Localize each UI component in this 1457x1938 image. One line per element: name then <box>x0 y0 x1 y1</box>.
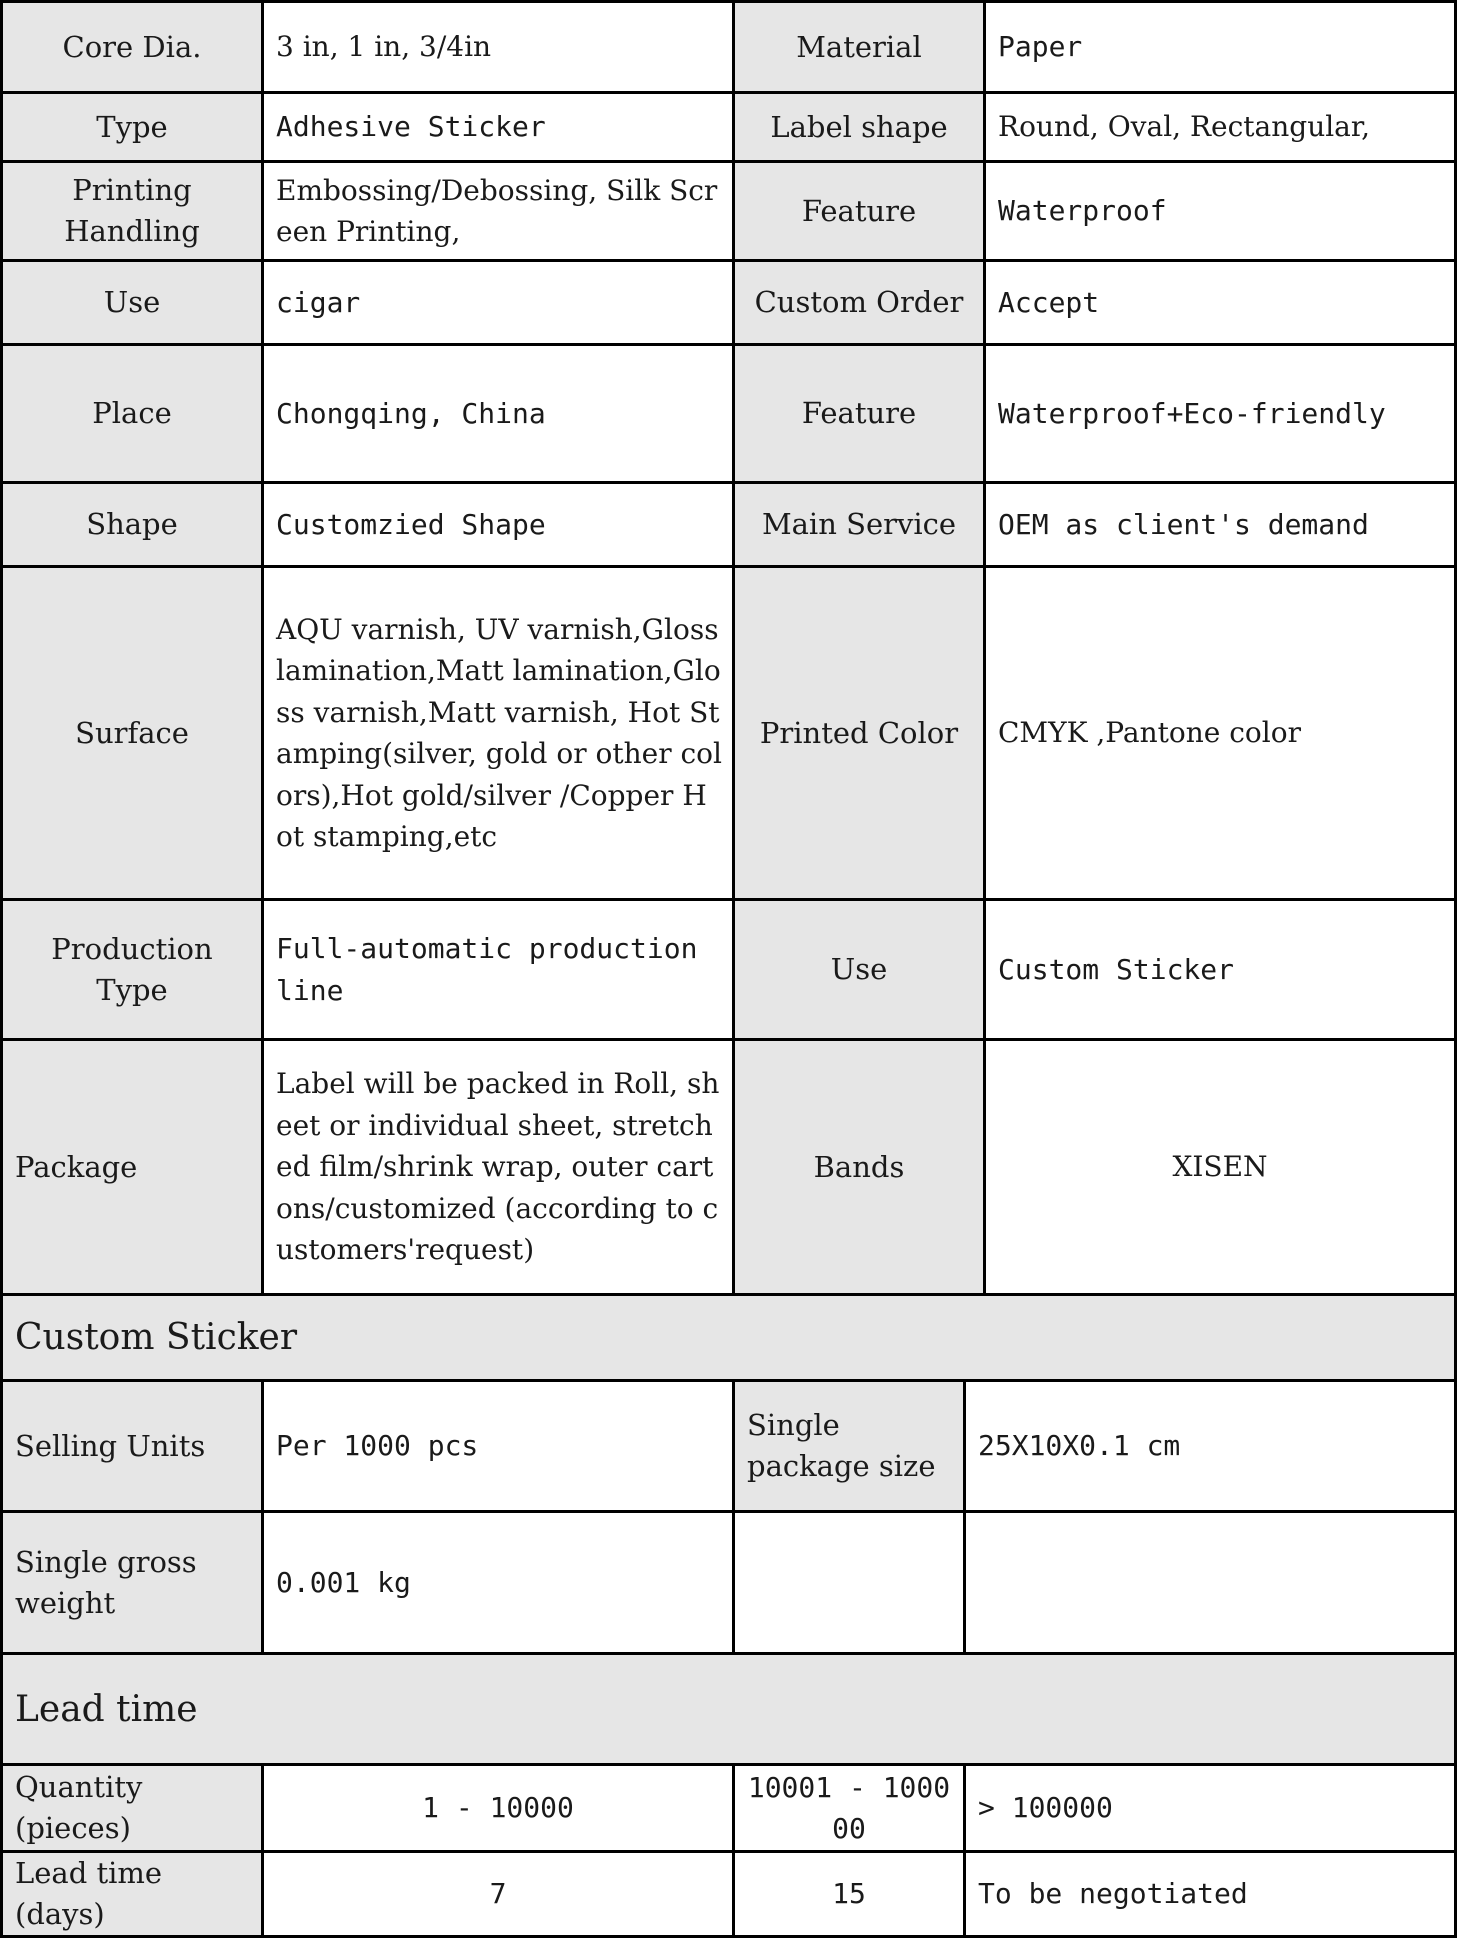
quantity-tier-3: > 100000 <box>963 1763 1457 1853</box>
selling-units-label: Selling Units <box>0 1379 264 1513</box>
spec-value: CMYK ,Pantone color <box>983 565 1457 901</box>
spec-label: Use <box>0 259 264 346</box>
lead-days-tier-1: 7 <box>261 1850 735 1938</box>
spec-label: Main Service <box>732 481 986 568</box>
spec-value: Round, Oval, Rectangular, <box>983 91 1457 163</box>
spec-label: Feature <box>732 160 986 262</box>
spec-label: Surface <box>0 565 264 901</box>
brand-value: XISEN <box>983 1038 1457 1296</box>
spec-value: Waterproof+Eco-friendly <box>983 343 1457 484</box>
lead-days-label: Lead time (days) <box>0 1850 264 1938</box>
spec-value: Embossing/Debossing, Silk Screen Printing, <box>261 160 735 262</box>
spec-value: Waterproof <box>983 160 1457 262</box>
spec-value: Accept <box>983 259 1457 346</box>
lead-days-tier-3: To be negotiated <box>963 1850 1457 1938</box>
spec-label: Type <box>0 91 264 163</box>
spec-label: Printed Color <box>732 565 986 901</box>
spec-label: Printing Handling <box>0 160 264 262</box>
spec-value: Custom Sticker <box>983 898 1457 1041</box>
lead-time-heading: Lead time <box>0 1652 1457 1766</box>
gross-weight-value: 0.001 kg <box>261 1510 735 1655</box>
gross-weight-label: Single gross weight <box>0 1510 264 1655</box>
spec-value: Adhesive Sticker <box>261 91 735 163</box>
spec-label: Feature <box>732 343 986 484</box>
selling-units-value: Per 1000 pcs <box>261 1379 735 1513</box>
spec-value: cigar <box>261 259 735 346</box>
custom-sticker-heading: Custom Sticker <box>0 1293 1457 1382</box>
package-size-value: 25X10X0.1 cm <box>963 1379 1457 1513</box>
spec-label: Custom Order <box>732 259 986 346</box>
spec-label: Production Type <box>0 898 264 1041</box>
spec-value: Full-automatic production line <box>261 898 735 1041</box>
spec-value: 3 in, 1 in, 3/4in <box>261 0 735 94</box>
spec-label: Use <box>732 898 986 1041</box>
quantity-tier-2: 10001 - 100000 <box>732 1763 966 1853</box>
quantity-tier-1: 1 - 10000 <box>261 1763 735 1853</box>
spec-value: OEM as client's demand <box>983 481 1457 568</box>
spec-label: Label shape <box>732 91 986 163</box>
spec-value: Paper <box>983 0 1457 94</box>
spec-value: Label will be packed in Roll, sheet or individual sheet, stretched film/shrink wrap, outer cartons/customized (according to customers'request) <box>261 1038 735 1296</box>
spec-value: Chongqing, China <box>261 343 735 484</box>
lead-days-tier-2: 15 <box>732 1850 966 1938</box>
empty-cell <box>732 1510 966 1655</box>
empty-cell <box>963 1510 1457 1655</box>
spec-label: Bands <box>732 1038 986 1296</box>
spec-value: AQU varnish, UV varnish,Gloss lamination,Matt lamination,Gloss varnish,Matt varnish, Hot Stamping(silver, gold or other colors),Hot gold/silver /Copper Hot stamping,etc <box>261 565 735 901</box>
spec-label: Material <box>732 0 986 94</box>
quantity-label: Quantity (pieces) <box>0 1763 264 1853</box>
spec-value: Customzied Shape <box>261 481 735 568</box>
spec-label: Package <box>0 1038 264 1296</box>
spec-label: Core Dia. <box>0 0 264 94</box>
spec-label: Shape <box>0 481 264 568</box>
spec-label: Place <box>0 343 264 484</box>
package-size-label: Single package size <box>732 1379 966 1513</box>
